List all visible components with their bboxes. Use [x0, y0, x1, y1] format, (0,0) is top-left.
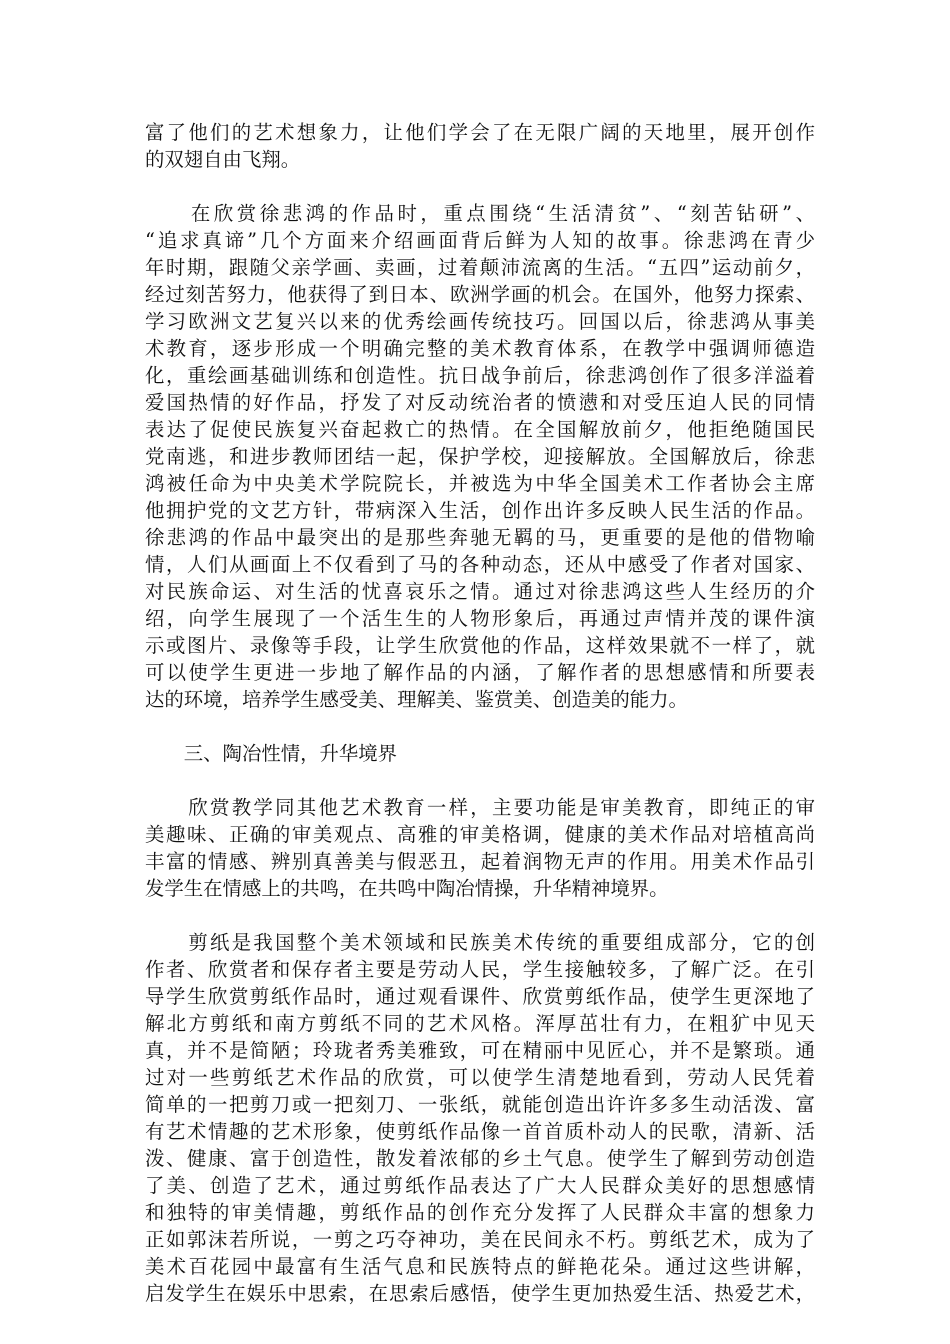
text-line: 绍，向学生展现了一个活生生的人物形象后，再通过声情并茂的课件演: [145, 607, 815, 630]
text-line: 术教育，逐步形成一个明确完整的美术教育体系，在教学中强调师德造: [145, 337, 815, 360]
text-line: 丰富的情感、辨别真善美与假恶丑，起着润物无声的作用。用美术作品引: [145, 850, 815, 873]
text-line: 对民族命运、对生活的忧喜哀乐之情。通过对徐悲鸿这些人生经历的介: [145, 580, 815, 603]
text-line: 正如郭沫若所说，一剪之巧夺神功，美在民间永不朽。剪纸艺术，成为了: [145, 1228, 815, 1251]
text-line: 剪纸是我国整个美术领域和民族美术传统的重要组成部分，它的创: [145, 931, 815, 954]
text-line: 和独特的审美情趣，剪纸作品的创作充分发挥了人民群众丰富的想象力: [145, 1201, 815, 1224]
text-line: 他拥护党的文艺方针，带病深入生活，创作出许多反映人民生活的作品。: [145, 499, 815, 522]
text-line: 有艺术情趣的艺术形象，使剪纸作品像一首首质朴动人的民歌，清新、活: [145, 1120, 815, 1143]
text-line: 爱国热情的好作品，抒发了对反动统治者的愤懑和对受压迫人民的同情: [145, 391, 815, 414]
text-line: 学习欧洲文艺复兴以来的优秀绘画传统技巧。回国以后，徐悲鸿从事美: [145, 310, 815, 333]
text-line: 泼、健康、富于创造性，散发着浓郁的乡土气息。使学生了解到劳动创造: [145, 1147, 815, 1170]
section-heading: [145, 740, 815, 767]
text-line: 经过刻苦努力，他获得了到日本、欧洲学画的机会。在国外，他努力探索、: [145, 283, 815, 306]
text-line: 美术百花园中最富有生活气息和民族特点的鲜艳花朵。通过这些讲解，: [145, 1255, 815, 1278]
text-line: 了美、创造了艺术，通过剪纸作品表达了广大人民群众美好的思想感情: [145, 1174, 815, 1197]
text-line: 年时期，跟随父亲学画、卖画，过着颠沛流离的生活。“五四”运动前夕，: [145, 256, 815, 279]
paragraph-gap: [145, 713, 815, 740]
text-line: 达的环境，培养学生感受美、理解美、鉴赏美、创造美的能力。: [145, 688, 688, 711]
text-line: 鸿被任命为中央美术学院院长，并被选为中华全国美术工作者协会主席: [145, 472, 815, 495]
paragraph-gap: [145, 767, 815, 794]
text-line: 的双翅自由飞翔。: [145, 148, 301, 171]
text-line: 示或图片、录像等手段，让学生欣赏他的作品，这样效果就不一样了，就: [145, 634, 815, 657]
paragraph-1: [145, 119, 815, 173]
text-line: 解北方剪纸和南方剪纸不同的艺术风格。浑厚茁壮有力，在粗犷中见天: [145, 1012, 815, 1035]
heading-text: 三、陶冶性情，升华境界: [145, 742, 398, 765]
text-line: 徐悲鸿的作品中最突出的是那些奔驰无羁的马，更重要的是他的借物喻: [145, 526, 815, 549]
text-line: 党南逃，和进步教师团结一起，保护学校，迎接解放。全国解放后，徐悲: [145, 445, 815, 468]
paragraph-3: [145, 794, 815, 902]
text-line: “追求真谛”几个方面来介绍画面背后鲜为人知的故事。徐悲鸿在青少: [145, 229, 815, 252]
text-line: 简单的一把剪刀或一把刻刀、一张纸，就能创造出许许多多生动活泼、富: [145, 1093, 815, 1116]
text-line: 发学生在情感上的共鸣，在共鸣中陶冶情操，升华精神境界。: [145, 877, 669, 900]
text-line: 真，并不是简陋；玲珑者秀美雅致，可在精丽中见匠心，并不是繁琐。通: [145, 1039, 815, 1062]
text-line: 欣赏教学同其他艺术教育一样，主要功能是审美教育，即纯正的审: [145, 796, 815, 819]
paragraph-2: [145, 200, 815, 713]
document-page: [145, 119, 815, 1307]
text-line: 过对一些剪纸艺术作品的欣赏，可以使学生清楚地看到，劳动人民凭着: [145, 1066, 815, 1089]
text-line: 表达了促使民族复兴奋起救亡的热情。在全国解放前夕，他拒绝随国民: [145, 418, 815, 441]
text-line: 在欣赏徐悲鸿的作品时，重点围绕“生活清贫”、“刻苦钻研”、: [145, 202, 815, 225]
text-line: 美趣味、正确的审美观点、高雅的审美格调，健康的美术作品对培植高尚: [145, 823, 815, 846]
text-line: 化，重绘画基础训练和创造性。抗日战争前后，徐悲鸿创作了很多洋溢着: [145, 364, 815, 387]
paragraph-gap: [145, 173, 815, 200]
text-line: 启发学生在娱乐中思索，在思索后感悟，使学生更加热爱生活、热爱艺术，: [145, 1282, 815, 1305]
text-line: 导学生欣赏剪纸作品时，通过观看课件、欣赏剪纸作品，使学生更深地了: [145, 985, 815, 1008]
text-line: 可以使学生更进一步地了解作品的内涵，了解作者的思想感情和所要表: [145, 661, 815, 684]
paragraph-gap: [145, 902, 815, 929]
paragraph-4: [145, 929, 815, 1307]
text-line: 情，人们从画面上不仅看到了马的各种动态，还从中感受了作者对国家、: [145, 553, 815, 576]
text-line: 富了他们的艺术想象力，让他们学会了在无限广阔的天地里，展开创作: [145, 121, 815, 144]
text-line: 作者、欣赏者和保存者主要是劳动人民，学生接触较多，了解广泛。在引: [145, 958, 815, 981]
